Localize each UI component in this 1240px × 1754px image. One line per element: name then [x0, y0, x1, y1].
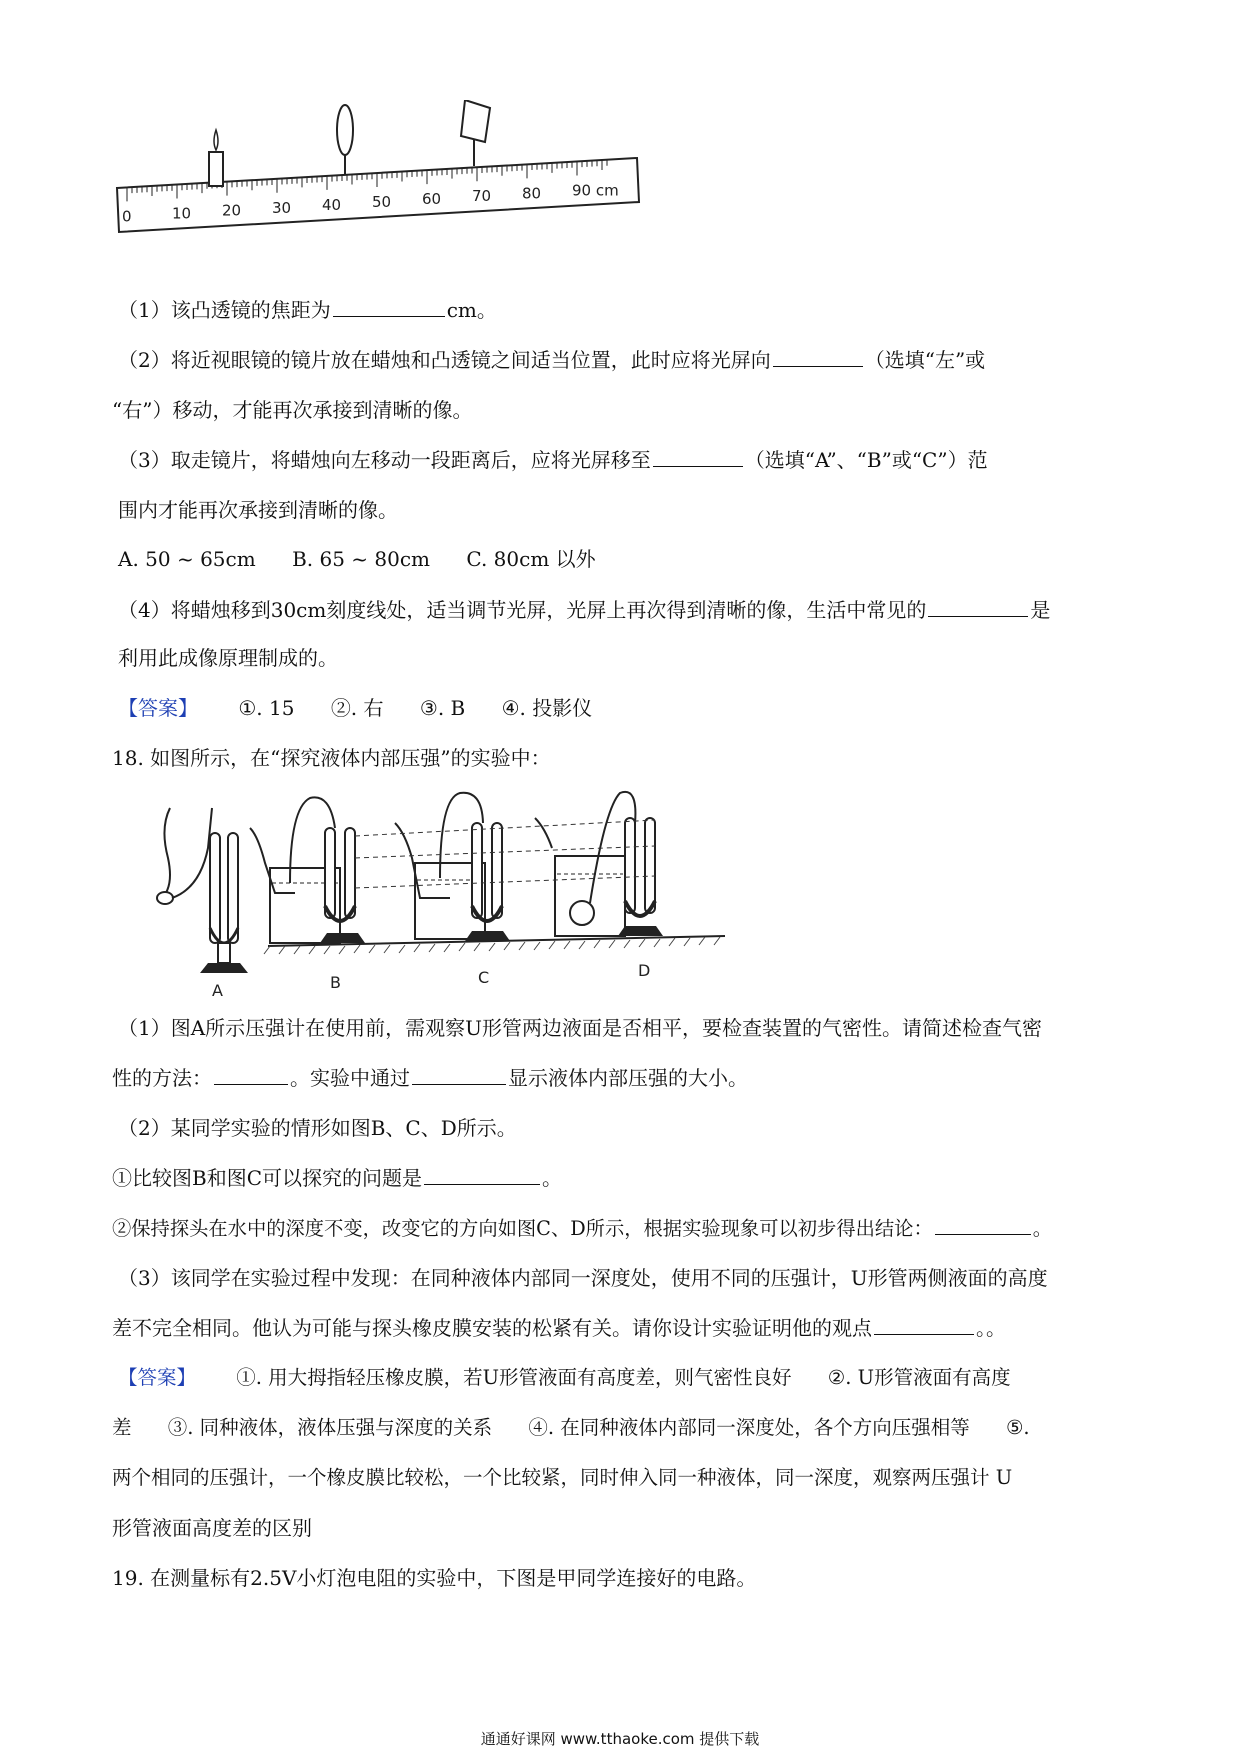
- q17-part2-text: （2）将近视眼镜的镜片放在蜡烛和凸透镜之间适当位置，此时应将光屏向: [118, 348, 771, 372]
- q17-part2-cont: “右”）移动，才能再次承接到清晰的像。: [112, 398, 473, 422]
- figure-label-b: B: [330, 973, 341, 992]
- q17-part3-text: （3）取走镜片，将蜡烛向左移动一段距离后，应将光屏移至: [118, 448, 651, 472]
- q18-part3b-text: 差不完全相同。他认为可能与探头橡皮膜安装的松紧有关。请你设计实验证明他的观点: [112, 1316, 872, 1340]
- q17-part3-hint: （选填“A”、“B”或“C”）范: [744, 448, 988, 472]
- q18-title: 18. 如图所示，在“探究液体内部压强”的实验中：: [112, 746, 551, 770]
- answer-3: ③. B: [419, 696, 466, 720]
- ruler-label: 0: [122, 207, 132, 226]
- answer-2: ②. U形管液面有高度: [827, 1366, 1011, 1389]
- ruler-label: 80: [522, 184, 542, 203]
- setup-c: [395, 793, 510, 941]
- q17-part3-cont: 围内才能再次承接到清晰的像。: [118, 498, 398, 522]
- answer-1: ①. 用大拇指轻压橡皮膜，若U形管液面有高度差，则气密性良好: [236, 1366, 792, 1389]
- q18-part3: （3）该同学在实验过程中发现：在同种液体内部同一深度处，使用不同的压强计，U形管两侧液面的高度: [118, 1266, 1048, 1290]
- q18-part2b-text: ②保持探头在水中的深度不变，改变它的方向如图C、D所示，根据实验现象可以初步得出结论：: [112, 1217, 933, 1240]
- answer-4: ④. 投影仪: [501, 696, 593, 720]
- q18-part1b-text: 性的方法：: [112, 1066, 212, 1090]
- answer-blank: [424, 1164, 540, 1185]
- q17-part1-text: （1）该凸透镜的焦距为: [118, 298, 331, 322]
- ruler-label: 10: [172, 204, 192, 223]
- answer-blank: [773, 346, 863, 367]
- q18-answer-line3: 两个相同的压强计，一个橡皮膜比较松，一个比较紧，同时伸入同一种液体，同一深度，观察两压强计 U: [112, 1466, 1013, 1489]
- figure-label-d: D: [638, 961, 651, 980]
- answer-blank: [874, 1314, 974, 1335]
- q17-part3: [118, 446, 988, 474]
- setup-b: [250, 797, 365, 943]
- answer-blank: [214, 1064, 288, 1085]
- option-c: C. 80cm 以外: [466, 547, 596, 571]
- option-b: B. 65 ~ 80cm: [292, 547, 431, 571]
- ruler-label: 50: [372, 193, 392, 211]
- q18-part1-cont: [112, 1064, 748, 1092]
- q17-part1-unit: cm。: [446, 298, 497, 322]
- answer-1: ①. 15: [238, 696, 295, 720]
- q18-part1b-post: 显示液体内部压强的大小。: [508, 1066, 748, 1090]
- q18-part2b-post: 。: [1032, 1217, 1053, 1240]
- q18-answer-line1: [118, 1364, 1011, 1392]
- answer-4: ④. 在同种液体内部同一深度处，各个方向压强相等: [528, 1416, 970, 1439]
- q19-title: 19. 在测量标有2.5V小灯泡电阻的实验中，下图是甲同学连接好的电路。: [112, 1566, 757, 1590]
- ruler-label: 20: [222, 201, 242, 220]
- q17-part1: [118, 296, 497, 324]
- q18-part3b-post: 。。: [976, 1316, 1006, 1340]
- option-a: A. 50 ~ 65cm: [118, 547, 256, 571]
- answer-tag: 【答案】: [118, 1366, 197, 1389]
- page-footer: 通通好课网 www.tthaoke.com 提供下载: [480, 1730, 760, 1748]
- convex-lens: [337, 105, 353, 174]
- candle: [209, 130, 223, 186]
- figure-label-c: C: [478, 968, 490, 987]
- q18-part2b: [112, 1214, 1052, 1243]
- answer-3: ③. 同种液体，液体压强与深度的关系: [167, 1416, 493, 1439]
- q17-part4-cont: 利用此成像原理制成的。: [118, 646, 338, 670]
- q18-part3-cont: [112, 1314, 1006, 1342]
- figure-label-a: A: [212, 981, 223, 1000]
- q18-part2a-text: ①比较图B和图C可以探究的问题是: [112, 1166, 422, 1190]
- q17-part4-post: 是: [1030, 598, 1051, 622]
- answer-blank: [412, 1064, 506, 1085]
- answer-blank: [935, 1214, 1031, 1235]
- ruler-label: 40: [322, 195, 342, 214]
- ruler-label: 60: [422, 190, 442, 209]
- q18-answer-line4: 形管液面高度差的区别: [112, 1516, 312, 1540]
- manometer-a: [157, 808, 248, 973]
- q18-part1b-mid: 。实验中通过: [290, 1066, 410, 1090]
- answer-2-cont: 差: [112, 1416, 132, 1439]
- setup-d: [535, 792, 663, 936]
- answer-2: ②. 右: [330, 696, 384, 720]
- q17-options: [118, 545, 596, 573]
- answer-blank: [928, 596, 1028, 617]
- q18-part1: （1）图A所示压强计在使用前，需观察U形管两边液面是否相平，要检查装置的气密性。请简述检查气密: [118, 1016, 1043, 1040]
- answer-5-marker: ⑤.: [1005, 1416, 1030, 1439]
- answer-blank: [653, 446, 743, 467]
- answer-tag: 【答案】: [118, 696, 198, 720]
- q18-part2: （2）某同学实验的情形如图B、C、D所示。: [118, 1116, 517, 1140]
- ruler-label: 30: [272, 198, 292, 217]
- q17-part2: [118, 346, 985, 374]
- ruler-label: 70: [472, 187, 492, 206]
- q18-part2a-post: 。: [542, 1166, 562, 1190]
- pressure-experiment-figure: [150, 788, 730, 1008]
- optical-bench-figure: [115, 100, 645, 270]
- q17-answer: [118, 694, 592, 722]
- q17-part4-text: （4）将蜡烛移到30cm刻度线处，适当调节光屏，光屏上再次得到清晰的像，生活中常见的: [118, 598, 927, 622]
- light-screen: [461, 100, 490, 166]
- answer-blank: [333, 296, 445, 317]
- q18-part2a: [112, 1164, 562, 1192]
- q18-answer-line2: [112, 1414, 1030, 1442]
- ruler-label: 90 cm: [572, 181, 619, 200]
- q17-part4: [118, 596, 1050, 624]
- q17-part2-hint: （选填“左”或: [864, 348, 986, 372]
